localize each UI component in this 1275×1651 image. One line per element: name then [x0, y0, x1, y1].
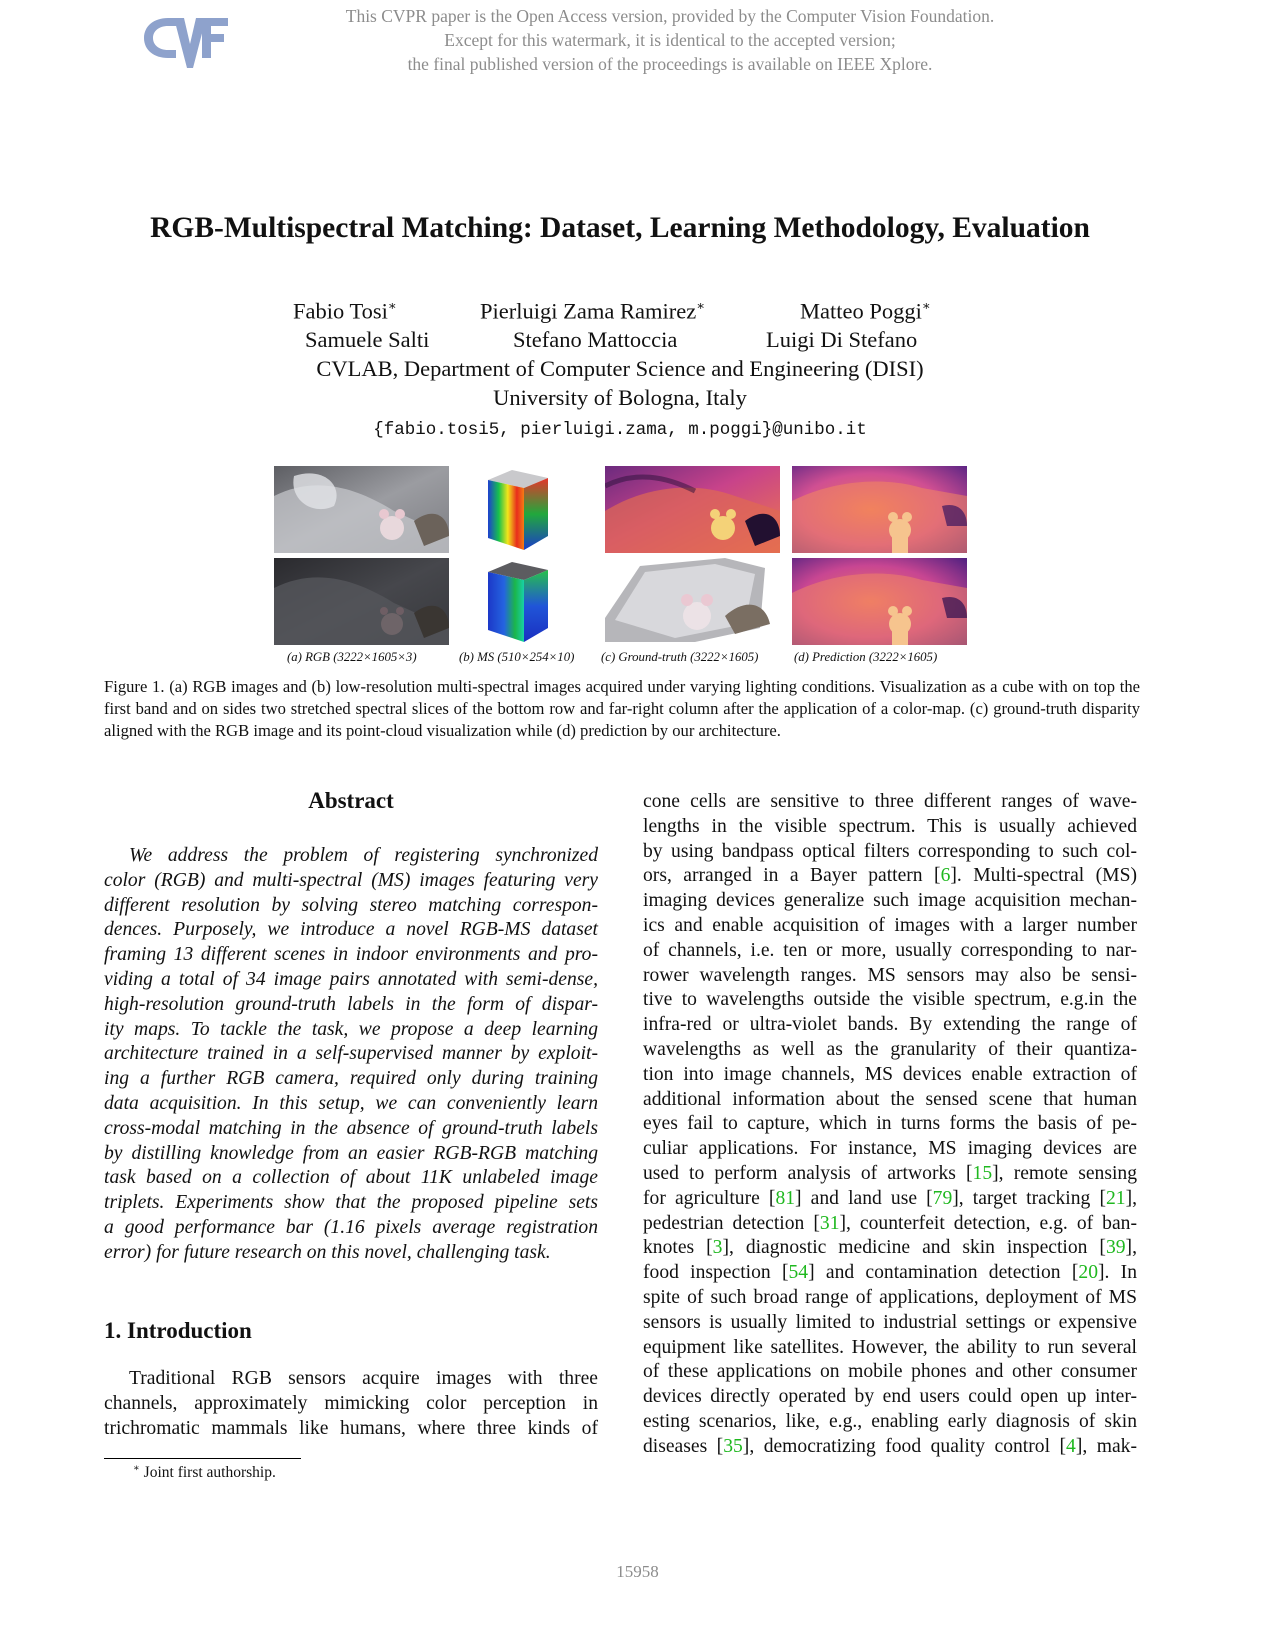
- ground-truth-disparity: [605, 466, 780, 553]
- text-line: infra-red or ultra-violet bands. By extending the range of: [643, 1014, 1137, 1036]
- abstract-line: ity maps. To tackle the task, we propose a deep learning: [104, 1018, 598, 1040]
- citation-link[interactable]: 81: [775, 1187, 796, 1209]
- watermark-text: [240, 4, 1100, 76]
- abstract-line: high-resolution ground-truth labels in the form of dispar-: [104, 993, 598, 1015]
- page-number: 15958: [616, 1562, 659, 1581]
- figure-caption: Figure 1. (a) RGB images and (b) low-resolution multi-spectral images acquired under varying lighting conditions. Visualization as a cube with on top the first band and on sides two stretched spectral slices of the bottom row and far-right column after the application of a color-map. (c) ground-truth disparity aligned with the RGB image and its point-cloud visualization while (d) prediction by our architecture.: [104, 677, 1140, 740]
- author: Matteo Poggi∗: [800, 298, 931, 324]
- right-column-body: [643, 790, 1137, 1460]
- abstract-line: different resolution by solving stereo matching correspon-: [104, 894, 598, 916]
- text-line: equipment like satellites. However, the ability to run several: [643, 1336, 1137, 1358]
- intro-line: trichromatic mammals like humans, where three kinds of: [104, 1417, 598, 1439]
- intro-line: channels, approximately mimicking color perception in: [104, 1392, 598, 1414]
- citation-link[interactable]: 21: [1105, 1187, 1126, 1209]
- cvf-logo: [138, 10, 230, 72]
- rgb-image-dark: [274, 558, 449, 645]
- author: Pierluigi Zama Ramirez∗: [480, 298, 706, 324]
- author: Fabio Tosi∗: [293, 298, 397, 324]
- text-line: culiar applications. For instance, MS imaging devices are: [643, 1138, 1137, 1160]
- abstract-line: viding a total of 34 image pairs annotated with semi-dense,: [104, 968, 598, 990]
- abstract-line: error) for future research on this novel, challenging task.: [104, 1241, 551, 1263]
- text-line: tive to wavelengths outside the visible spectrum, e.g.in the: [643, 989, 1137, 1011]
- abstract-line: dences. Purposely, we introduce a novel RGB-MS dataset: [104, 919, 598, 941]
- text-line: diseases [35], democratizing food quality control [4], mak-: [643, 1435, 1137, 1457]
- text-line: used to perform analysis of artworks [15], remote sensing: [643, 1162, 1137, 1184]
- abstract-heading: Abstract: [308, 788, 394, 813]
- subcaption-c: (c) Ground-truth (3222×1605): [601, 650, 759, 664]
- abstract-body: [104, 844, 598, 1266]
- text-line: lengths in the visible spectrum. This is usually achieved: [643, 815, 1137, 837]
- affiliation: University of Bologna, Italy: [493, 385, 747, 410]
- citation-link[interactable]: 39: [1105, 1237, 1126, 1259]
- text-line: ors, arranged in a Bayer pattern [6]. Multi-spectral (MS): [643, 865, 1137, 887]
- citation-link[interactable]: 54: [788, 1262, 809, 1284]
- citation-link[interactable]: 3: [712, 1237, 723, 1259]
- text-line: imaging devices generalize such image acquisition mechan-: [643, 890, 1137, 912]
- text-line: esting scenarios, like, e.g., enabling early diagnosis of skin: [643, 1410, 1137, 1432]
- abstract-line: a good performance bar (1.16 pixels average registration: [104, 1216, 598, 1238]
- author: Luigi Di Stefano: [766, 327, 918, 352]
- introduction-body: [104, 1367, 598, 1441]
- text-line: knotes [3], diagnostic medicine and skin inspection [39],: [643, 1237, 1137, 1259]
- footnote: ∗ Joint first authorship.: [133, 1463, 276, 1482]
- rgb-image-bright: [274, 466, 449, 553]
- citation-link[interactable]: 79: [932, 1187, 953, 1209]
- abstract-line: ing a further RGB camera, required only during training: [104, 1068, 598, 1090]
- abstract-line: data acquisition. In this setup, we can conveniently learn: [104, 1092, 598, 1114]
- text-line: food inspection [54] and contamination detection [20]. In: [643, 1262, 1137, 1284]
- text-line: tion into image channels, MS devices enable extraction of: [643, 1063, 1137, 1085]
- author: Stefano Mattoccia: [513, 327, 678, 352]
- text-line: devices directly operated by end users could open up inter-: [643, 1386, 1137, 1408]
- section-heading-introduction: 1. Introduction: [104, 1318, 252, 1343]
- prediction-dark: [792, 558, 967, 645]
- text-line: eyes fail to capture, which in turns forms the basis of pe-: [643, 1113, 1137, 1135]
- point-cloud: [605, 558, 780, 645]
- abstract-line: color (RGB) and multi-spectral (MS) images featuring very: [104, 869, 598, 891]
- citation-link[interactable]: 6: [940, 865, 951, 887]
- subcaption-d: (d) Prediction (3222×1605): [794, 650, 938, 664]
- watermark-line: the final published version of the proceedings is available on IEEE Xplore.: [407, 54, 933, 74]
- text-line: additional information about the sensed scene that human: [643, 1088, 1137, 1110]
- text-line: of these applications on mobile phones and other consumer: [643, 1361, 1137, 1383]
- paper-title: RGB-Multispectral Matching: Dataset, Learning Methodology, Evaluation: [150, 212, 1090, 244]
- text-line: ics and enable acquisition of images with a larger number: [643, 914, 1137, 936]
- subcaption-a: (a) RGB (3222×1605×3): [287, 650, 417, 664]
- text-line: by using bandpass optical filters corresponding to such col-: [643, 840, 1137, 862]
- prediction-bright: [792, 466, 967, 553]
- author: Samuele Salti: [305, 327, 430, 352]
- abstract-line: framing 13 different scenes in indoor environments and pro-: [104, 944, 598, 966]
- abstract-line: cross-modal matching in the absence of ground-truth labels: [104, 1117, 598, 1139]
- text-line: wavelengths as well as the granularity of their quantiza-: [643, 1038, 1137, 1060]
- affiliation: CVLAB, Department of Computer Science and Engineering (DISI): [316, 356, 924, 381]
- subcaption-b: (b) MS (510×254×10): [459, 650, 575, 664]
- abstract-line: by distilling knowledge from an easier RGB-RGB matching: [104, 1142, 598, 1164]
- footnote-rule: [104, 1458, 301, 1459]
- text-line: sensors is usually limited to industrial settings or expensive: [643, 1311, 1137, 1333]
- intro-line: Traditional RGB sensors acquire images with three: [129, 1368, 598, 1389]
- watermark-line: Except for this watermark, it is identical to the accepted version;: [444, 30, 896, 50]
- text-line: for agriculture [81] and land use [79], target tracking [21],: [643, 1187, 1138, 1209]
- abstract-line: architecture trained in a self-supervised manner by exploit-: [104, 1043, 598, 1065]
- text-line: rower wavelength ranges. MS sensors may also be sensi-: [643, 964, 1137, 986]
- text-line: of channels, i.e. ten or more, usually corresponding to nar-: [643, 939, 1137, 961]
- citation-link[interactable]: 31: [819, 1212, 840, 1234]
- citation-link[interactable]: 4: [1066, 1435, 1076, 1457]
- abstract-line: We address the problem of registering synchronized: [129, 845, 598, 866]
- citation-link[interactable]: 35: [723, 1435, 743, 1457]
- abstract-line: triplets. Experiments show that the proposed pipeline sets: [104, 1192, 598, 1214]
- text-line: cone cells are sensitive to three different ranges of wave-: [643, 791, 1137, 812]
- citation-link[interactable]: 20: [1078, 1262, 1098, 1284]
- text-line: pedestrian detection [31], counterfeit detection, e.g. of ban-: [643, 1212, 1137, 1234]
- abstract-line: task based on a collection of about 11K unlabeled image: [104, 1167, 598, 1189]
- citation-link[interactable]: 15: [972, 1162, 993, 1184]
- watermark-line: This CVPR paper is the Open Access version, provided by the Computer Vision Foundation.: [345, 6, 995, 26]
- author-email: {fabio.tosi5, pierluigi.zama, m.poggi}@unibo.it: [373, 420, 867, 440]
- text-line: spite of such broad range of applications, deployment of MS: [643, 1286, 1137, 1308]
